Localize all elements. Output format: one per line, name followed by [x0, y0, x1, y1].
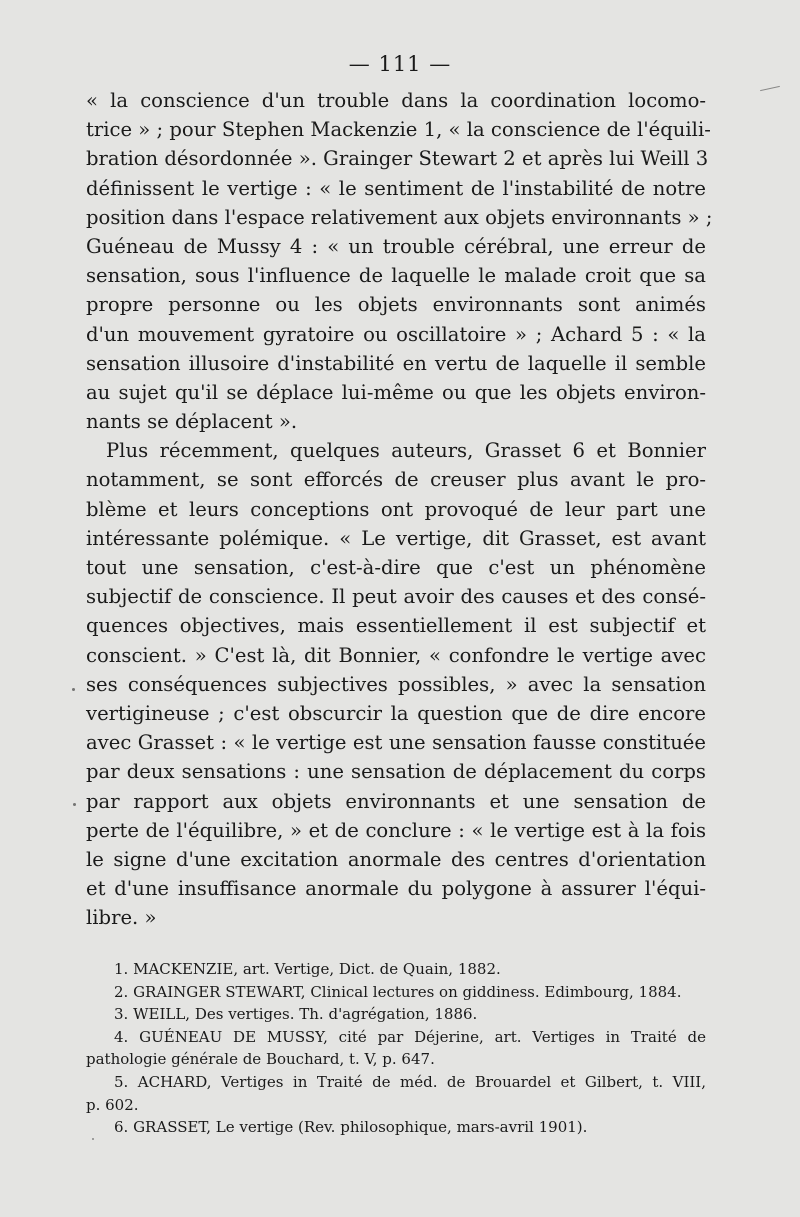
footnote-line: 2. GRAINGER STEWART, Clinical lectures on giddiness. Edimbourg, 1884. [114, 982, 682, 1001]
footnote-line: 6. GRASSET, Le vertige (Rev. philosophique, mars-avril 1901). [114, 1118, 588, 1137]
text-line: Guéneau de Mussy 4 : « un trouble cérébral, une erreur de [86, 234, 706, 258]
footnote-line: p. 602. [86, 1095, 139, 1114]
text-line: vertigineuse ; c'est obscurcir la question que de dire encore [86, 701, 706, 725]
text-line: perte de l'équilibre, » et de conclure : « le vertige est à la fois [86, 818, 706, 842]
text-line: « la conscience d'un trouble dans la coordination locomo- [86, 89, 706, 112]
text-line: propre personne ou les objets environnants sont animés [86, 293, 706, 317]
body-text [86, 86, 713, 932]
text-line: bration désordonnée ». Grainger Stewart 2 et après lui Weill 3 [86, 147, 709, 171]
text-line: position dans l'espace relativement aux objets environnants » ; [86, 205, 713, 229]
text-line: ses conséquences subjectives possibles, » avec la sensation [86, 672, 706, 696]
text-line: Plus récemment, quelques auteurs, Grasset 6 et Bonnier [106, 439, 706, 463]
text-line: d'un mouvement gyratoire ou oscillatoire » ; Achard 5 : « la [86, 322, 706, 346]
text-line: par deux sensations : une sensation de déplacement du corps [86, 760, 706, 784]
footnote-line: 5. ACHARD, Vertiges in Traité de méd. de Brouardel et Gilbert, t. VIII, [114, 1072, 706, 1091]
text-line: et d'une insuffisance anormale du polygone à assurer l'équi- [86, 877, 706, 901]
text-line: nants se déplacent ». [86, 410, 298, 434]
paper-speck [760, 86, 780, 91]
paper-speck [72, 688, 75, 691]
text-line: par rapport aux objets environnants et une sensation de [86, 789, 706, 813]
footnote-line: 1. MACKENZIE, art. Vertige, Dict. de Quain, 1882. [114, 960, 501, 978]
page-number: — 111 — [348, 52, 452, 76]
text-line: blème et leurs conceptions ont provoqué de leur part une [86, 497, 706, 521]
text-line: subjectif de conscience. Il peut avoir des causes et des consé- [86, 585, 706, 609]
text-line: trice » ; pour Stephen Mackenzie 1, « la conscience de l'équili- [86, 118, 711, 142]
footnote-line: 3. WEILL, Des vertiges. Th. d'agrégation, 1886. [114, 1005, 478, 1024]
text-line: définissent le vertige : « le sentiment de l'instabilité de notre [86, 176, 706, 200]
text-line: tout une sensation, c'est-à-dire que c'est un phénomène [86, 556, 706, 579]
footnotes [86, 958, 706, 1139]
paper-speck [73, 803, 76, 806]
text-line: quences objectives, mais essentiellement il est subjectif et [86, 614, 706, 638]
text-line: le signe d'une excitation anormale des centres d'orientation [86, 847, 706, 871]
text-line: au sujet qu'il se déplace lui-même ou que les objets environ- [86, 380, 706, 404]
text-line: sensation illusoire d'instabilité en vertu de laquelle il semble [86, 351, 706, 375]
text-line: conscient. » C'est là, dit Bonnier, « confondre le vertige avec [86, 643, 706, 667]
text-line: avec Grasset : « le vertige est une sensation fausse constituée [86, 731, 706, 755]
text-line: intéressante polémique. « Le vertige, dit Grasset, est avant [86, 526, 706, 550]
footnote-line: pathologie générale de Bouchard, t. V, p. 647. [86, 1050, 435, 1069]
text-line: notamment, se sont efforcés de creuser plus avant le pro- [86, 468, 706, 492]
footnote-line: 4. GUÉNEAU DE MUSSY, cité par Déjerine, art. Vertiges in Traité de [114, 1027, 706, 1046]
text-line: sensation, sous l'influence de laquelle le malade croit que sa [86, 264, 706, 288]
text-line: libre. » [86, 906, 157, 930]
paper-speck [92, 1138, 94, 1140]
